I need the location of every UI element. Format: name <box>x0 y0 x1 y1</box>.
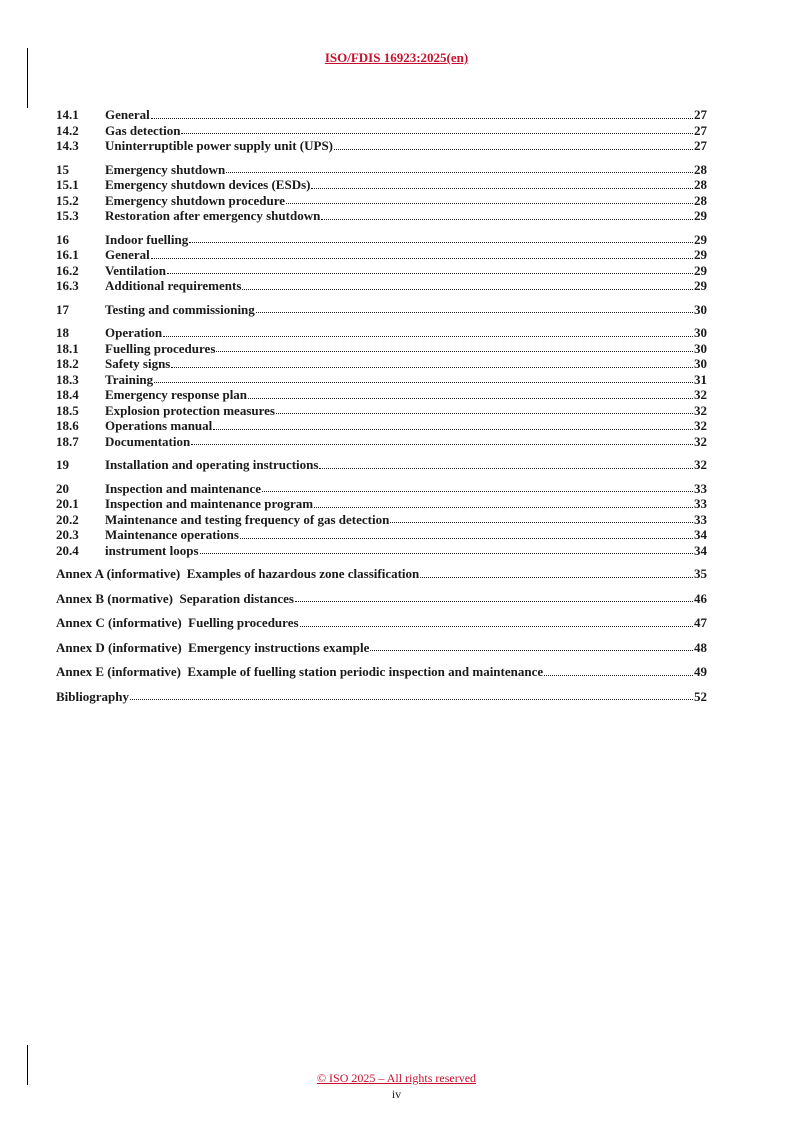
toc-entry-title: Testing and commissioning <box>105 301 255 317</box>
toc-entry[interactable] <box>56 177 707 193</box>
toc-entry-page: 32 <box>694 418 707 433</box>
toc-entry-page: 29 <box>694 208 707 223</box>
toc-entry-number: 16 <box>56 231 69 247</box>
toc-annex-entry[interactable] <box>56 591 707 607</box>
toc-annex-entry[interactable] <box>56 640 707 656</box>
toc-entry-page: 28 <box>694 177 707 192</box>
toc-annex-title: Annex B (normative) Separation distances <box>56 590 294 606</box>
toc-entry-title: Uninterruptible power supply unit (UPS) <box>105 138 334 153</box>
toc-annex-entry[interactable] <box>56 664 707 680</box>
toc-annex-page: 49 <box>694 664 707 679</box>
toc-entry-page: 29 <box>694 278 707 293</box>
toc-dot-leader <box>154 381 693 383</box>
toc-entry-number: 14.1 <box>56 107 79 122</box>
toc-entry-page: 31 <box>694 371 707 387</box>
toc-entry[interactable] <box>56 208 707 224</box>
copyright-notice[interactable]: © ISO 2025 – All rights reserved <box>316 1071 477 1085</box>
toc-entry[interactable] <box>56 278 707 294</box>
toc-entry-title: Explosion protection measures <box>105 402 275 418</box>
toc-entry-page: 30 <box>694 325 707 340</box>
toc-entry-page: 32 <box>694 402 707 418</box>
toc-dot-leader <box>151 117 693 119</box>
toc-entry[interactable] <box>56 247 707 263</box>
toc-entry[interactable] <box>56 138 707 154</box>
toc-entry-title: Operation <box>105 325 163 340</box>
toc-entry-title: Emergency shutdown devices (ESDs) <box>105 177 311 192</box>
toc-entry-number: 16.3 <box>56 278 79 293</box>
toc-dot-leader <box>171 366 693 368</box>
toc-annex-group <box>56 591 707 607</box>
toc-dot-leader <box>181 132 693 134</box>
toc-annex-page: 47 <box>694 615 707 630</box>
toc-entry[interactable] <box>56 481 707 497</box>
toc-entry[interactable] <box>56 527 707 543</box>
toc-entry-number: 16.2 <box>56 262 79 278</box>
toc-entry-number: 15.1 <box>56 177 79 192</box>
toc-entry-number: 14.3 <box>56 138 79 153</box>
toc-annex-group <box>56 615 707 631</box>
toc-annex-title: Annex E (informative) Example of fuelling station periodic inspection and maintenance <box>56 664 544 679</box>
toc-entry-number: 18.3 <box>56 371 79 387</box>
toc-dot-leader <box>163 335 693 337</box>
toc-section-group <box>56 481 707 559</box>
toc-annex-group <box>56 566 707 582</box>
toc-entry[interactable] <box>56 341 707 357</box>
toc-dot-leader <box>151 257 693 259</box>
toc-entry-number: 14.2 <box>56 122 79 138</box>
toc-entry-page: 33 <box>694 496 707 511</box>
toc-dot-leader <box>420 576 693 578</box>
toc-entry-title: instrument loops <box>105 542 199 558</box>
toc-section-group <box>56 107 707 154</box>
toc-entry-page: 28 <box>694 192 707 208</box>
toc-annex-group <box>56 689 707 705</box>
toc-entry-title: Gas detection <box>105 122 181 138</box>
toc-entry-number: 18 <box>56 325 69 340</box>
toc-entry-title: Ventilation <box>105 262 166 278</box>
toc-entry-page: 30 <box>694 301 707 317</box>
toc-entry-page: 34 <box>694 527 707 542</box>
toc-section-group <box>56 325 707 449</box>
toc-entry-title: Emergency response plan <box>105 387 248 402</box>
toc-dot-leader <box>226 171 693 173</box>
toc-entry[interactable] <box>56 403 707 419</box>
toc-dot-leader <box>319 467 693 469</box>
toc-entry-number: 18.6 <box>56 418 79 433</box>
toc-annex-page: 52 <box>694 688 707 704</box>
toc-dot-leader <box>321 218 693 220</box>
toc-entry-page: 29 <box>694 231 707 247</box>
toc-entry[interactable] <box>56 543 707 559</box>
toc-entry-number: 18.4 <box>56 387 79 402</box>
toc-annex-title: Bibliography <box>56 688 129 704</box>
toc-entry[interactable] <box>56 496 707 512</box>
toc-entry[interactable] <box>56 232 707 248</box>
toc-entry-number: 18.7 <box>56 433 79 449</box>
toc-dot-leader <box>314 506 693 508</box>
toc-entry[interactable] <box>56 302 707 318</box>
toc-dot-leader <box>200 552 693 554</box>
toc-dot-leader <box>370 649 693 651</box>
toc-annex-group <box>56 664 707 680</box>
toc-entry-title: Maintenance and testing frequency of gas detection <box>105 511 390 527</box>
toc-entry-title: General <box>105 107 150 122</box>
toc-entry-page: 32 <box>694 457 707 472</box>
table-of-contents <box>56 107 707 713</box>
toc-annex-title: Annex A (informative) Examples of hazardous zone classification <box>56 566 420 581</box>
toc-section-group <box>56 162 707 224</box>
toc-section-group <box>56 232 707 294</box>
toc-entry[interactable] <box>56 123 707 139</box>
toc-entry-number: 18.2 <box>56 356 79 371</box>
toc-annex-page: 48 <box>694 639 707 655</box>
toc-entry-page: 33 <box>694 511 707 527</box>
toc-annex-entry[interactable] <box>56 689 707 705</box>
toc-entry[interactable] <box>56 356 707 372</box>
toc-dot-leader <box>262 490 693 492</box>
toc-entry-page: 34 <box>694 542 707 558</box>
toc-entry-page: 32 <box>694 433 707 449</box>
toc-dot-leader <box>311 187 693 189</box>
toc-entry-page: 33 <box>694 480 707 496</box>
toc-entry-page: 32 <box>694 387 707 402</box>
toc-entry-title: Safety signs <box>105 356 171 371</box>
page-number: iv <box>391 1087 402 1101</box>
toc-section-group <box>56 457 707 473</box>
toc-entry-title: Fuelling procedures <box>105 340 216 356</box>
toc-dot-leader <box>256 311 693 313</box>
toc-entry[interactable] <box>56 372 707 388</box>
toc-entry-number: 18.1 <box>56 340 79 356</box>
toc-entry-title: General <box>105 247 150 262</box>
toc-dot-leader <box>295 600 693 602</box>
toc-entry-number: 20 <box>56 480 69 496</box>
toc-annex-page: 46 <box>694 590 707 606</box>
toc-dot-leader <box>276 412 693 414</box>
toc-dot-leader <box>191 443 693 445</box>
toc-dot-leader <box>240 537 693 539</box>
toc-entry-page: 30 <box>694 340 707 356</box>
toc-entry-page: 29 <box>694 262 707 278</box>
toc-entry-number: 18.5 <box>56 402 79 418</box>
toc-entry[interactable] <box>56 162 707 178</box>
toc-entry[interactable] <box>56 107 707 123</box>
toc-entry[interactable] <box>56 434 707 450</box>
toc-entry[interactable] <box>56 418 707 434</box>
toc-entry[interactable] <box>56 512 707 528</box>
toc-entry-title: Maintenance operations <box>105 527 239 542</box>
toc-entry-number: 16.1 <box>56 247 79 262</box>
toc-dot-leader <box>213 428 693 430</box>
toc-entry-title: Training <box>105 371 154 387</box>
toc-entry-title: Operations manual <box>105 418 213 433</box>
toc-dot-leader <box>544 674 693 676</box>
toc-entry-number: 15.3 <box>56 208 79 223</box>
toc-entry-number: 15 <box>56 161 69 177</box>
toc-dot-leader <box>167 272 693 274</box>
toc-entry-title: Restoration after emergency shutdown <box>105 208 321 223</box>
toc-entry[interactable] <box>56 387 707 403</box>
toc-dot-leader <box>242 288 693 290</box>
toc-entry-number: 20.2 <box>56 511 79 527</box>
toc-dot-leader <box>189 241 693 243</box>
toc-entry-title: Documentation <box>105 433 191 449</box>
toc-dot-leader <box>130 698 693 700</box>
toc-entry-number: 19 <box>56 457 69 472</box>
toc-annex-entry[interactable] <box>56 615 707 631</box>
toc-entry-number: 20.4 <box>56 542 79 558</box>
toc-entry-title: Installation and operating instructions <box>105 457 319 472</box>
toc-entry-page: 27 <box>694 138 707 153</box>
toc-entry-title: Emergency shutdown procedure <box>105 192 286 208</box>
toc-entry-number: 20.3 <box>56 527 79 542</box>
toc-entry-title: Indoor fuelling <box>105 231 189 247</box>
toc-dot-leader <box>286 202 693 204</box>
toc-entry-number: 20.1 <box>56 496 79 511</box>
toc-entry-page: 27 <box>694 122 707 138</box>
toc-entry-title: Inspection and maintenance program <box>105 496 314 511</box>
toc-entry-title: Inspection and maintenance <box>105 480 262 496</box>
toc-annex-group <box>56 640 707 656</box>
toc-entry[interactable] <box>56 193 707 209</box>
toc-entry[interactable] <box>56 325 707 341</box>
toc-entry-page: 30 <box>694 356 707 371</box>
toc-dot-leader <box>334 148 693 150</box>
toc-annex-title: Annex C (informative) Fuelling procedures <box>56 615 299 630</box>
toc-entry-page: 29 <box>694 247 707 262</box>
toc-dot-leader <box>216 350 693 352</box>
toc-dot-leader <box>390 521 693 523</box>
toc-entry-page: 28 <box>694 161 707 177</box>
toc-entry[interactable] <box>56 457 707 473</box>
toc-entry[interactable] <box>56 263 707 279</box>
toc-annex-page: 35 <box>694 566 707 581</box>
toc-dot-leader <box>248 397 693 399</box>
toc-section-group <box>56 302 707 318</box>
toc-dot-leader <box>300 625 693 627</box>
toc-entry-number: 17 <box>56 301 69 317</box>
toc-entry-number: 15.2 <box>56 192 79 208</box>
toc-annex-title: Annex D (informative) Emergency instructions example <box>56 639 370 655</box>
toc-entry-page: 27 <box>694 107 707 122</box>
document-id-header[interactable]: ISO/FDIS 16923:2025(en) <box>324 50 469 65</box>
toc-annex-entry[interactable] <box>56 566 707 582</box>
toc-entry-title: Additional requirements <box>105 278 242 293</box>
toc-entry-title: Emergency shutdown <box>105 161 226 177</box>
